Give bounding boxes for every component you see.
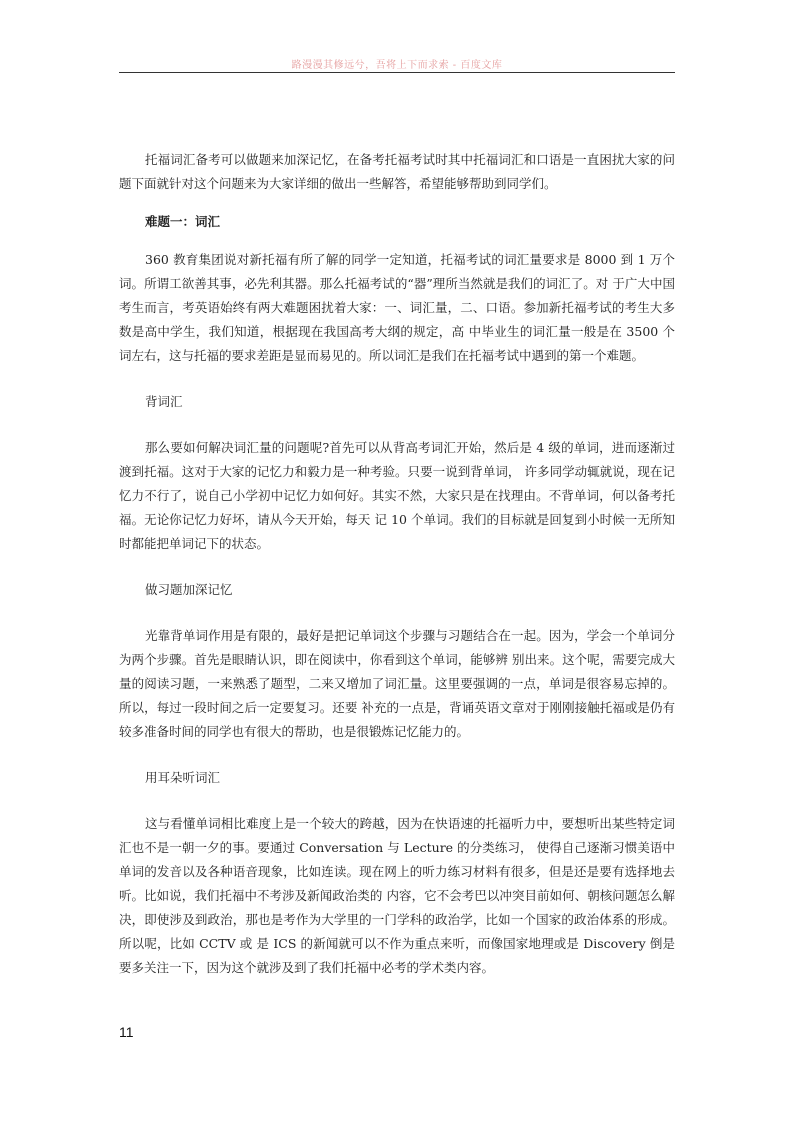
section1-body: 360 教育集团说对新托福有所了解的同学一定知道，托福考试的词汇量要求是 8000 到 1 万个词。所谓工欲善其事，必先利其器。那么托福考试的“器”理所当然就是我们的词汇了。对 于广大中国考生而言，考英语始终有两大难题困扰着大家：一、词汇量，二、口语。参加新托福考试的考生大多数是高中学生，我们知道，根据现在我国高考大纲的规定，高 中毕业生的词汇量一般是在 3500 个词左右，这与托福的要求差距是显而易见的。所以词汇是我们在托福考试中遇到的第一个难题。 [119,252,675,363]
page-number: 11 [119,1024,134,1040]
section3-title: 做习题加深记忆 [145,582,233,597]
document-body [119,148,675,980]
section1-title: 难题一：词汇 [145,214,221,229]
header-rule [119,72,675,73]
intro-paragraph: 托福词汇备考可以做题来加深记忆，在备考托福考试时其中托福词汇和口语是一直困扰大家的问题下面就针对这个问题来为大家详细的做出一些解答，希望能够帮助到同学们。 [119,152,675,191]
section3-body: 光靠背单词作用是有限的，最好是把记单词这个步骤与习题结合在一起。因为，学会一个单词分为两个步骤。首先是眼睛认识，即在阅读中，你看到这个单词，能够辨 别出来。这个呢，需要完成大量的阅读习题，一来熟悉了题型，二来又增加了词汇量。这里要强调的一点，单词是很容易忘掉的。所以，每过一段时间之后一定要复习。还要 补充的一点是，背诵英语文章对于刚刚接触托福或是仍有较多准备时间的同学也有很大的帮助，也是很锻炼记忆能力的。 [119,628,675,739]
section4-title: 用耳朵听词汇 [145,770,221,785]
section4-body: 这与看懂单词相比难度上是一个较大的跨越，因为在快语速的托福听力中，要想听出某些特定词汇也不是一朝一夕的事。要通过 Conversation 与 Lecture 的分类练习， 使得自己逐渐习惯美语中单词的发音以及各种语音现象，比如连读。现在网上的听力练习材料有很多，但是还是要有选择地去听。比如说，我们托福中不考涉及新闻政治类的 内容，它不会考巴以冲突目前如何、朝核问题怎么解决，即使涉及到政治，那也是考作为大学里的一门学科的政治学，比如一个国家的政治体系的形成。所以呢，比如 CCTV 或 是 ICS 的新闻就可以不作为重点来听，而像国家地理或是 Discovery 倒是要多关注一下，因为这个就涉及到了我们托福中必考的学术类内容。 [119,816,675,975]
page-header: 路漫漫其修远兮，吾将上下而求索 - 百度文库 [291,60,503,71]
section2-title: 背词汇 [145,394,183,409]
section2-body: 那么要如何解决词汇量的问题呢?首先可以从背高考词汇开始，然后是 4 级的单词，进而逐渐过渡到托福。这对于大家的记忆力和毅力是一种考验。只要一说到背单词， 许多同学动辄就说，现在记忆力不行了，说自己小学初中记忆力如何好。其实不然，大家只是在找理由。不背单词，何以备考托福。无论你记忆力好坏，请从今天开始，每天 记 10 个单词。我们的目标就是回复到小时候一无所知时都能把单词记下的状态。 [119,440,675,551]
